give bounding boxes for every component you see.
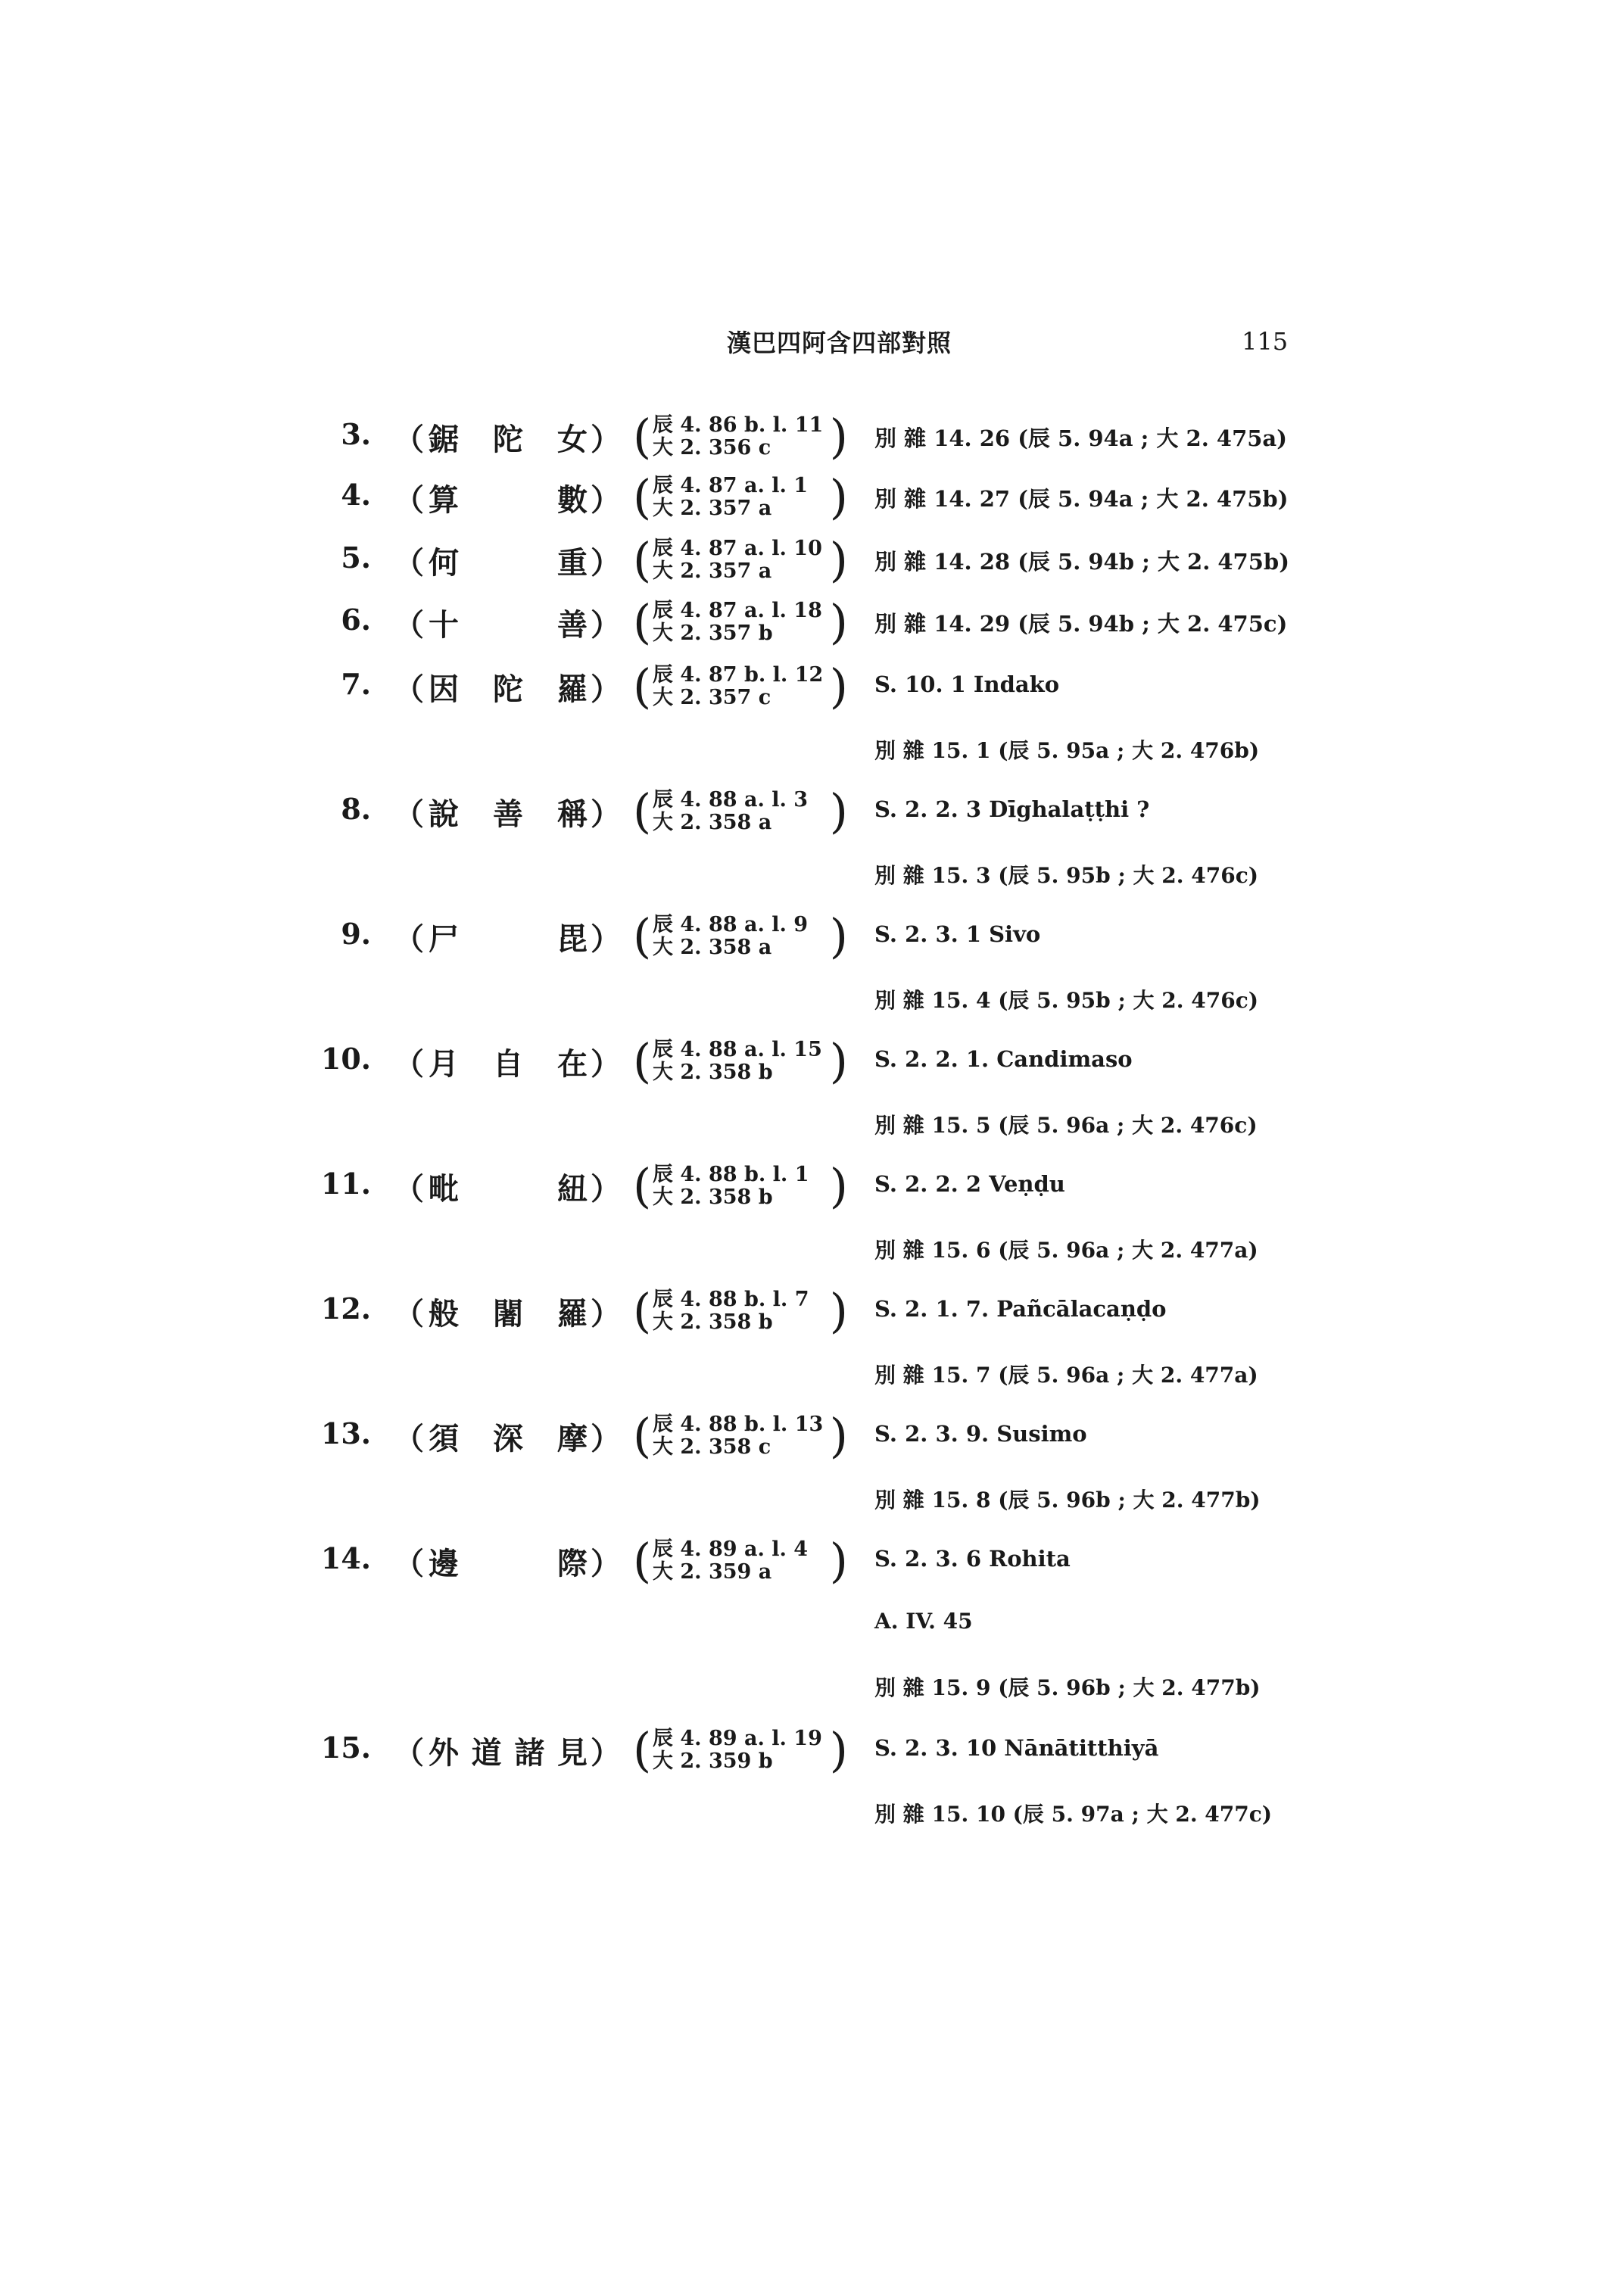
entry-number: 5.	[341, 541, 371, 575]
entry-number: 12.	[320, 1291, 371, 1326]
reference-line-2: 大 2. 357 b	[653, 622, 773, 645]
title-char: 重	[557, 545, 588, 581]
title-char: 深	[493, 1421, 523, 1456]
entry-number: 4.	[341, 478, 371, 512]
entry-number: 8.	[341, 792, 371, 826]
reference-line-2: 大 2. 356 c	[653, 436, 771, 460]
title-characters	[429, 790, 588, 833]
title-char: 十	[429, 607, 459, 643]
title-characters	[429, 665, 588, 709]
sutta-title	[394, 1290, 621, 1332]
parallel-reference: S. 2. 3. 9. Susimo	[874, 1421, 1087, 1447]
sutta-title	[394, 476, 621, 516]
title-characters	[429, 1290, 588, 1333]
open-paren: （	[394, 1735, 424, 1771]
entry-number: 14.	[320, 1541, 371, 1575]
parallel-reference: 別 雜 14. 28 (辰 5. 94b ; 大 2. 475b)	[874, 549, 1289, 575]
title-char: 陀	[493, 671, 523, 707]
sutta-title	[394, 1040, 621, 1080]
brace-right: )	[829, 409, 848, 464]
reference-line-2: 大 2. 358 b	[653, 1310, 773, 1334]
open-paren: （	[394, 1171, 424, 1207]
canon-reference	[633, 784, 853, 839]
parallel-reference: 別 雜 15. 8 (辰 5. 96b ; 大 2. 477b)	[874, 1488, 1261, 1513]
sutta-title	[394, 1165, 621, 1207]
entry-row	[0, 1408, 1624, 1463]
reference-line-2: 大 2. 358 a	[653, 811, 772, 834]
reference-line-1: 辰 4. 88 b. l. 7	[653, 1288, 809, 1311]
entry-row	[0, 409, 1624, 464]
entry-number: 15.	[320, 1731, 371, 1765]
open-paren: （	[394, 1046, 424, 1082]
parallel-reference: S. 2. 3. 1 Sivo	[874, 921, 1041, 947]
sutta-title	[394, 416, 621, 455]
title-characters	[429, 1415, 588, 1458]
canon-reference	[633, 659, 853, 714]
parallel-reference: 別 雜 14. 29 (辰 5. 94b ; 大 2. 475c)	[874, 611, 1288, 637]
entry-row	[0, 594, 1624, 650]
parallel-reference: 別 雜 15. 7 (辰 5. 96a ; 大 2. 477a)	[874, 1363, 1258, 1388]
reference-line-1: 辰 4. 87 a. l. 10	[653, 537, 822, 560]
brace-left: (	[633, 1158, 652, 1213]
close-paren: ）	[591, 607, 621, 643]
running-title: 漢巴四阿含四部對照	[727, 329, 952, 357]
reference-line-1: 辰 4. 87 b. l. 12	[653, 663, 824, 687]
close-paren: ）	[591, 921, 621, 957]
reference-line-1: 辰 4. 89 a. l. 4	[653, 1537, 809, 1561]
entry-row	[0, 1033, 1624, 1089]
entry-row	[0, 1283, 1624, 1338]
reference-line-2: 大 2. 358 a	[653, 936, 772, 959]
title-char: 女	[557, 422, 588, 457]
brace-left: (	[633, 1408, 652, 1463]
reference-line-2: 大 2. 357 a	[653, 559, 772, 583]
parallel-reference: 別 雜 15. 1 (辰 5. 95a ; 大 2. 476b)	[874, 738, 1260, 763]
parallel-reference: 別 雜 15. 6 (辰 5. 96a ; 大 2. 477a)	[874, 1238, 1258, 1263]
open-paren: （	[394, 671, 424, 707]
open-paren: （	[394, 545, 424, 581]
entry-number: 11.	[320, 1167, 371, 1201]
canon-reference	[633, 469, 853, 525]
title-characters	[429, 1040, 588, 1083]
brace-right: )	[829, 1408, 848, 1463]
reference-line-1: 辰 4. 86 b. l. 11	[653, 413, 824, 437]
entry-number: 10.	[320, 1042, 371, 1076]
sutta-title	[394, 915, 621, 955]
close-paren: ）	[591, 1421, 621, 1456]
open-paren: （	[394, 422, 424, 457]
title-char: 數	[557, 482, 588, 518]
parallel-reference: 別 雜 15. 3 (辰 5. 95b ; 大 2. 476c)	[874, 863, 1259, 888]
title-char: 善	[493, 796, 523, 832]
brace-left: (	[633, 1533, 652, 1588]
reference-line-1: 辰 4. 88 a. l. 15	[653, 1038, 822, 1061]
title-char: 摩	[557, 1421, 588, 1456]
open-paren: （	[394, 482, 424, 518]
brace-left: (	[633, 784, 652, 839]
reference-line-1: 辰 4. 88 b. l. 13	[653, 1413, 824, 1436]
title-char: 善	[557, 607, 588, 643]
reference-line-2: 大 2. 359 a	[653, 1560, 772, 1584]
brace-left: (	[633, 594, 652, 650]
entry-number: 13.	[320, 1416, 371, 1450]
parallel-reference: S. 2. 2. 1. Candimaso	[874, 1046, 1133, 1072]
brace-left: (	[633, 1033, 652, 1089]
title-characters	[429, 476, 588, 519]
title-char: 月	[429, 1046, 459, 1082]
brace-left: (	[633, 1283, 652, 1338]
reference-line-1: 辰 4. 87 a. l. 18	[653, 599, 822, 622]
brace-left: (	[633, 532, 652, 587]
title-char: 陀	[493, 422, 523, 457]
entry-row	[0, 908, 1624, 964]
brace-right: )	[829, 1722, 848, 1777]
close-paren: ）	[591, 796, 621, 832]
title-char: 何	[429, 545, 459, 581]
parallel-reference: S. 10. 1 Indako	[874, 671, 1060, 697]
brace-left: (	[633, 659, 652, 714]
reference-line-2: 大 2. 358 b	[653, 1185, 773, 1209]
sutta-title	[394, 601, 621, 643]
canon-reference	[633, 908, 853, 964]
close-paren: ）	[591, 545, 621, 581]
reference-line-2: 大 2. 358 b	[653, 1061, 773, 1084]
brace-right: )	[829, 594, 848, 650]
open-paren: （	[394, 1421, 424, 1456]
entry-row	[0, 1158, 1624, 1213]
entry-row	[0, 784, 1624, 839]
title-char: 自	[493, 1046, 523, 1082]
title-characters	[429, 915, 588, 958]
open-paren: （	[394, 1296, 424, 1332]
canon-reference	[633, 1033, 853, 1089]
title-char: 說	[429, 796, 459, 832]
canon-reference	[633, 594, 853, 650]
brace-left: (	[633, 1722, 652, 1777]
title-char: 因	[429, 671, 459, 707]
parallel-reference: 別 雜 15. 4 (辰 5. 95b ; 大 2. 476c)	[874, 988, 1259, 1013]
title-char: 羅	[557, 1296, 588, 1332]
parallel-reference: 別 雜 14. 26 (辰 5. 94a ; 大 2. 475a)	[874, 425, 1287, 451]
brace-right: )	[829, 784, 848, 839]
title-char: 際	[557, 1546, 588, 1581]
close-paren: ）	[591, 1046, 621, 1082]
parallel-reference: 別 雜 14. 27 (辰 5. 94a ; 大 2. 475b)	[874, 486, 1289, 512]
open-paren: （	[394, 1546, 424, 1581]
parallel-reference: 別 雜 15. 10 (辰 5. 97a ; 大 2. 477c)	[874, 1802, 1273, 1827]
parallel-reference: S. 2. 2. 2 Veṇḍu	[874, 1171, 1065, 1197]
title-char: 毗	[429, 1171, 459, 1207]
entry-row	[0, 532, 1624, 587]
title-char: 紐	[557, 1171, 588, 1207]
brace-right: )	[829, 1283, 848, 1338]
parallel-reference: S. 2. 2. 3 Dīghalaṭṭhi ?	[874, 796, 1150, 822]
title-char: 外	[429, 1735, 459, 1771]
close-paren: ）	[591, 1296, 621, 1332]
brace-right: )	[829, 532, 848, 587]
title-char: 諸	[514, 1735, 545, 1771]
entry-number: 9.	[341, 917, 371, 951]
entry-number: 3.	[341, 417, 371, 451]
title-char: 須	[429, 1421, 459, 1456]
reference-line-1: 辰 4. 88 a. l. 9	[653, 913, 809, 936]
brace-right: )	[829, 469, 848, 525]
canon-reference	[633, 1722, 853, 1777]
brace-left: (	[633, 469, 652, 525]
title-characters	[429, 1165, 588, 1208]
brace-right: )	[829, 908, 848, 964]
sutta-title	[394, 790, 621, 830]
title-char: 算	[429, 482, 459, 518]
reference-line-2: 大 2. 359 b	[653, 1749, 773, 1773]
sutta-title	[394, 665, 621, 705]
page-header	[0, 324, 1624, 369]
title-characters	[429, 601, 588, 644]
parallel-reference: 別 雜 15. 9 (辰 5. 96b ; 大 2. 477b)	[874, 1675, 1261, 1700]
title-char: 羅	[557, 671, 588, 707]
sutta-title	[394, 1540, 621, 1579]
close-paren: ）	[591, 671, 621, 707]
entry-number: 6.	[341, 603, 371, 637]
title-characters	[429, 1729, 588, 1772]
title-char: 稱	[557, 796, 588, 832]
title-char: 毘	[557, 921, 588, 957]
reference-line-2: 大 2. 357 c	[653, 686, 771, 709]
close-paren: ）	[591, 422, 621, 457]
canon-reference	[633, 1283, 853, 1338]
parallel-reference: S. 2. 3. 6 Rohita	[874, 1546, 1071, 1572]
title-char: 邊	[429, 1546, 459, 1581]
page-number: 115	[1242, 327, 1289, 356]
title-char: 見	[556, 1735, 588, 1771]
canon-reference	[633, 1158, 853, 1213]
open-paren: （	[394, 921, 424, 957]
sutta-title	[394, 1415, 621, 1454]
title-characters	[429, 539, 588, 582]
brace-right: )	[829, 1158, 848, 1213]
brace-left: (	[633, 908, 652, 964]
canon-reference	[633, 532, 853, 587]
title-char: 般	[429, 1296, 459, 1332]
reference-line-1: 辰 4. 88 a. l. 3	[653, 788, 809, 812]
reference-line-2: 大 2. 357 a	[653, 497, 772, 520]
brace-right: )	[829, 1033, 848, 1089]
reference-line-1: 辰 4. 88 b. l. 1	[653, 1163, 809, 1186]
parallel-reference: S. 2. 1. 7. Pañcālacaṇḍo	[874, 1296, 1167, 1322]
parallel-reference: S. 2. 3. 10 Nānātitthiyā	[874, 1735, 1159, 1761]
open-paren: （	[394, 607, 424, 643]
entry-row	[0, 659, 1624, 714]
parallel-reference: A. IV. 45	[874, 1609, 973, 1634]
title-characters	[429, 416, 588, 459]
canon-reference	[633, 1408, 853, 1463]
title-characters	[429, 1540, 588, 1583]
sutta-title	[394, 539, 621, 581]
reference-line-1: 辰 4. 89 a. l. 19	[653, 1727, 822, 1750]
brace-right: )	[829, 1533, 848, 1588]
entry-row	[0, 469, 1624, 525]
reference-line-1: 辰 4. 87 a. l. 1	[653, 474, 809, 497]
brace-right: )	[829, 659, 848, 714]
title-char: 闍	[493, 1296, 523, 1332]
close-paren: ）	[591, 1735, 621, 1771]
close-paren: ）	[591, 1546, 621, 1581]
entry-number: 7.	[341, 667, 371, 701]
sutta-title	[394, 1729, 621, 1771]
brace-left: (	[633, 409, 652, 464]
entry-row	[0, 1533, 1624, 1588]
entry-row	[0, 1722, 1624, 1777]
title-char: 道	[471, 1735, 502, 1771]
parallel-reference: 別 雜 15. 5 (辰 5. 96a ; 大 2. 476c)	[874, 1113, 1258, 1138]
canon-reference	[633, 1533, 853, 1588]
close-paren: ）	[591, 1171, 621, 1207]
reference-line-2: 大 2. 358 c	[653, 1435, 771, 1459]
open-paren: （	[394, 796, 424, 832]
canon-reference	[633, 409, 853, 464]
title-char: 在	[557, 1046, 588, 1082]
title-char: 尸	[429, 921, 459, 957]
close-paren: ）	[591, 482, 621, 518]
title-char: 鋸	[429, 422, 459, 457]
